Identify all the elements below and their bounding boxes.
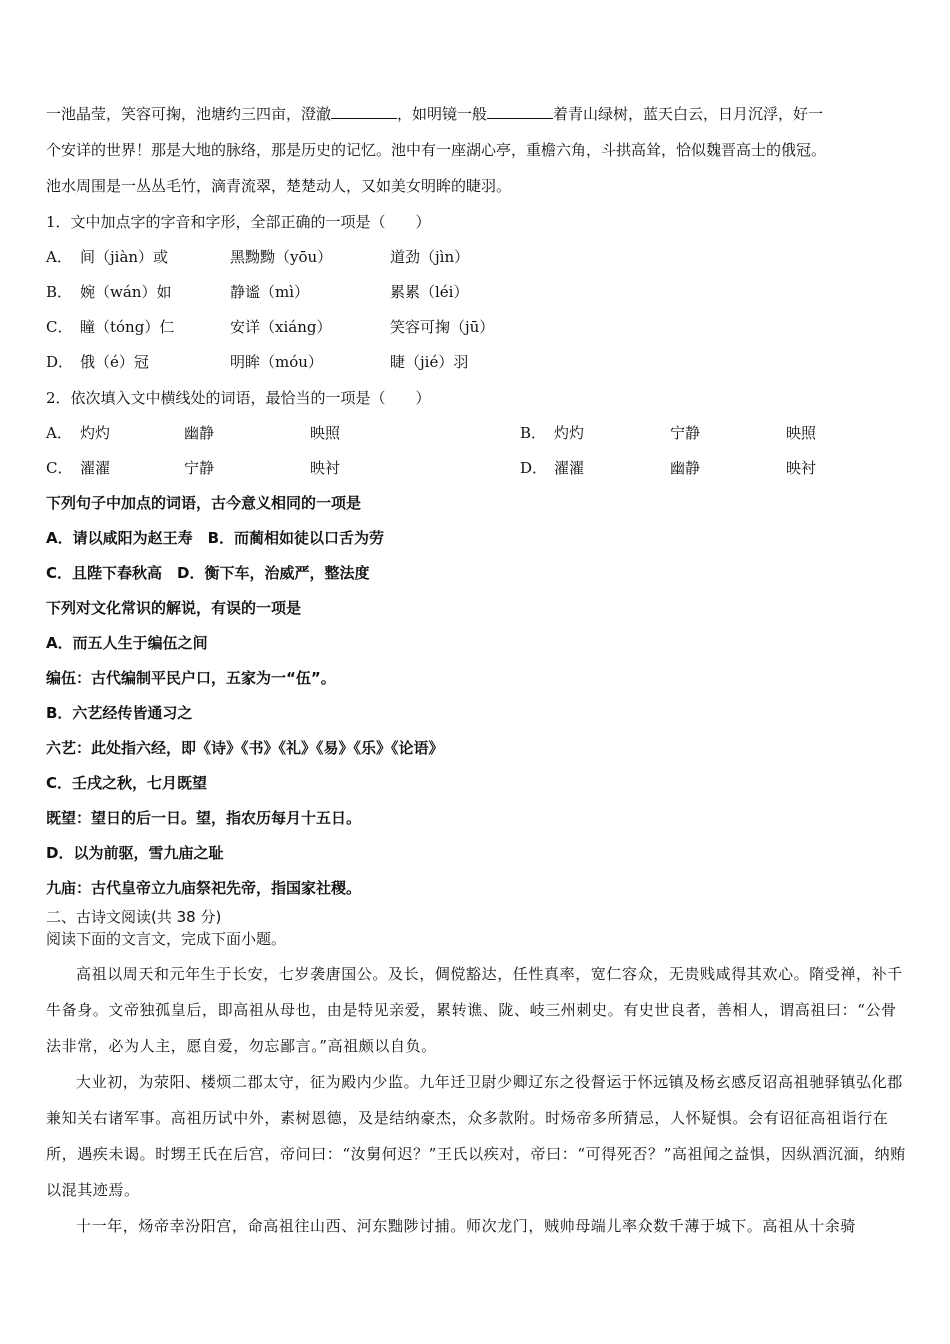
question-1-option-a — [46, 240, 910, 275]
passage-line-1-b: ，如明镜一般 — [397, 105, 488, 123]
passage-line-3: 池水周围是一丛丛毛竹，滴青流翠，楚楚动人，又如美女明眸的睫羽。 — [46, 177, 512, 195]
question-3-options-cd: C．且陛下春秋高 D．衡下车，治威严，整法度 — [46, 564, 370, 582]
question-4-option-d-note: 九庙：古代皇帝立九庙祭祀先帝，指国家社稷。 — [46, 879, 362, 897]
option-word-3: 映照 — [310, 424, 341, 442]
question-1-option-b — [46, 275, 910, 310]
classical-paragraph-1: 高祖以周天和元年生于长安，七岁袭唐国公。及长，倜傥豁达，任性真率，宽仁容众，无贵贱咸得其欢心。隋受禅，补千牛备身。文帝独孤皇后，即高祖从母也，由是特见亲爱，累转谯、陇、岐三州刺史。有史世良者，善相人，谓高祖曰：“公骨法非常，必为人主，愿自爱，勿忘鄙言。”高祖颇以自负。 — [46, 965, 903, 1055]
option-word-2: 静谧（mì） — [230, 283, 310, 301]
option-word-2: 幽静 — [670, 459, 701, 477]
classical-paragraph-3: 十一年，炀帝幸汾阳宫，命高祖往山西、河东黜陟讨捕。师次龙门，贼帅母端儿率众数千薄于城下。高祖从十余骑 — [76, 1217, 857, 1235]
option-label: A． — [46, 248, 72, 266]
option-word-2: 宁静 — [184, 459, 215, 477]
question-1-option-c — [46, 310, 910, 345]
passage-line-1 — [46, 96, 910, 132]
question-4-option-b: B．六艺经传皆通习之 — [46, 704, 193, 722]
section-2-intro: 阅读下面的文言文，完成下面小题。 — [46, 930, 287, 948]
option-word-1: 俄（é）冠 — [80, 353, 149, 371]
question-3-stem: 下列句子中加点的词语，古今意义相同的一项是 — [46, 494, 362, 512]
option-word-2: 安详（xiáng） — [230, 318, 332, 336]
option-word-1: 濯濯 — [80, 459, 111, 477]
option-word-1: 灼灼 — [80, 424, 111, 442]
fill-blank-1 — [331, 104, 397, 119]
option-word-1: 婉（wán）如 — [80, 283, 172, 301]
question-4-option-c: C．壬戌之秋，七月既望 — [46, 774, 208, 792]
question-4-option-a-note: 编伍：古代编制平民户口，五家为一“伍”。 — [46, 669, 336, 687]
option-word-3: 映衬 — [310, 459, 341, 477]
option-word-2: 宁静 — [670, 424, 701, 442]
passage-line-2: 个安详的世界！那是大地的脉络，那是历史的记忆。池中有一座湖心亭，重檐六角，斗拱高耸，恰似魏晋高士的俄冠。 — [46, 141, 827, 159]
option-word-1: 间（jiàn）或 — [80, 248, 169, 266]
question-4-option-b-note: 六艺：此处指六经，即《诗》《书》《礼》《易》《乐》《论语》 — [46, 739, 444, 757]
question-4-option-d: D．以为前驱，雪九庙之耻 — [46, 844, 224, 862]
question-1-stem: 1．文中加点字的字音和字形，全部正确的一项是（ ） — [46, 213, 431, 231]
option-label: D． — [46, 353, 74, 371]
section-2-title: 二、古诗文阅读(共 38 分) — [46, 908, 222, 926]
option-word-3: 笑容可掬（jū） — [390, 318, 495, 336]
question-3-options-ab: A．请以咸阳为赵王寿 B．而蔺相如徒以口舌为劳 — [46, 529, 385, 547]
option-word-3: 映衬 — [786, 459, 817, 477]
classical-paragraph-2: 大业初，为荥阳、楼烦二郡太守，征为殿内少监。九年迁卫尉少卿辽东之役督运于怀远镇及杨玄感反诏高祖驰驿镇弘化郡兼知关右诸军事。高祖历试中外，素树恩德，及是结纳豪杰，众多款附。时炀帝多所猜忌，人怀疑惧。会有诏征高祖诣行在所，遇疾未谒。时甥王氏在后宫，帝问曰：“汝舅何迟？”王氏以疾对，帝曰：“可得死否？”高祖闻之益惧，因纵酒沉湎，纳贿以混其迹焉。 — [46, 1073, 906, 1199]
question-2-options-ab — [46, 416, 910, 451]
option-label: B． — [46, 283, 73, 301]
option-word-2: 明眸（móu） — [230, 353, 323, 371]
option-word-3: 睫（jié）羽 — [390, 353, 469, 371]
option-label: A． — [46, 424, 72, 442]
question-1-option-d — [46, 345, 910, 380]
option-word-3: 映照 — [786, 424, 817, 442]
question-4-option-c-note: 既望：望日的后一日。望，指农历每月十五日。 — [46, 809, 362, 827]
exam-page — [46, 96, 910, 1244]
option-word-3: 累累（léi） — [390, 283, 469, 301]
option-word-2: 幽静 — [184, 424, 215, 442]
question-2-options-cd — [46, 451, 910, 486]
option-label: B． — [520, 424, 547, 442]
option-label: D． — [520, 459, 548, 477]
passage-line-1-c: 着青山绿树，蓝天白云，日月沉浮，好一 — [553, 105, 824, 123]
fill-blank-2 — [487, 104, 553, 119]
question-4-stem: 下列对文化常识的解说，有误的一项是 — [46, 599, 302, 617]
question-2-stem: 2．依次填入文中横线处的词语，最恰当的一项是（ ） — [46, 389, 431, 407]
passage-line-1-a: 一池晶莹，笑容可掬，池塘约三四亩，澄澈 — [46, 105, 332, 123]
option-label: C． — [46, 459, 73, 477]
option-word-1: 瞳（tóng）仁 — [80, 318, 175, 336]
option-label: C． — [46, 318, 73, 336]
option-word-2: 黑黝黝（yōu） — [230, 248, 333, 266]
option-word-1: 濯濯 — [554, 459, 585, 477]
question-4-option-a: A．而五人生于编伍之间 — [46, 634, 208, 652]
option-word-1: 灼灼 — [554, 424, 585, 442]
option-word-3: 道劲（jìn） — [390, 248, 470, 266]
